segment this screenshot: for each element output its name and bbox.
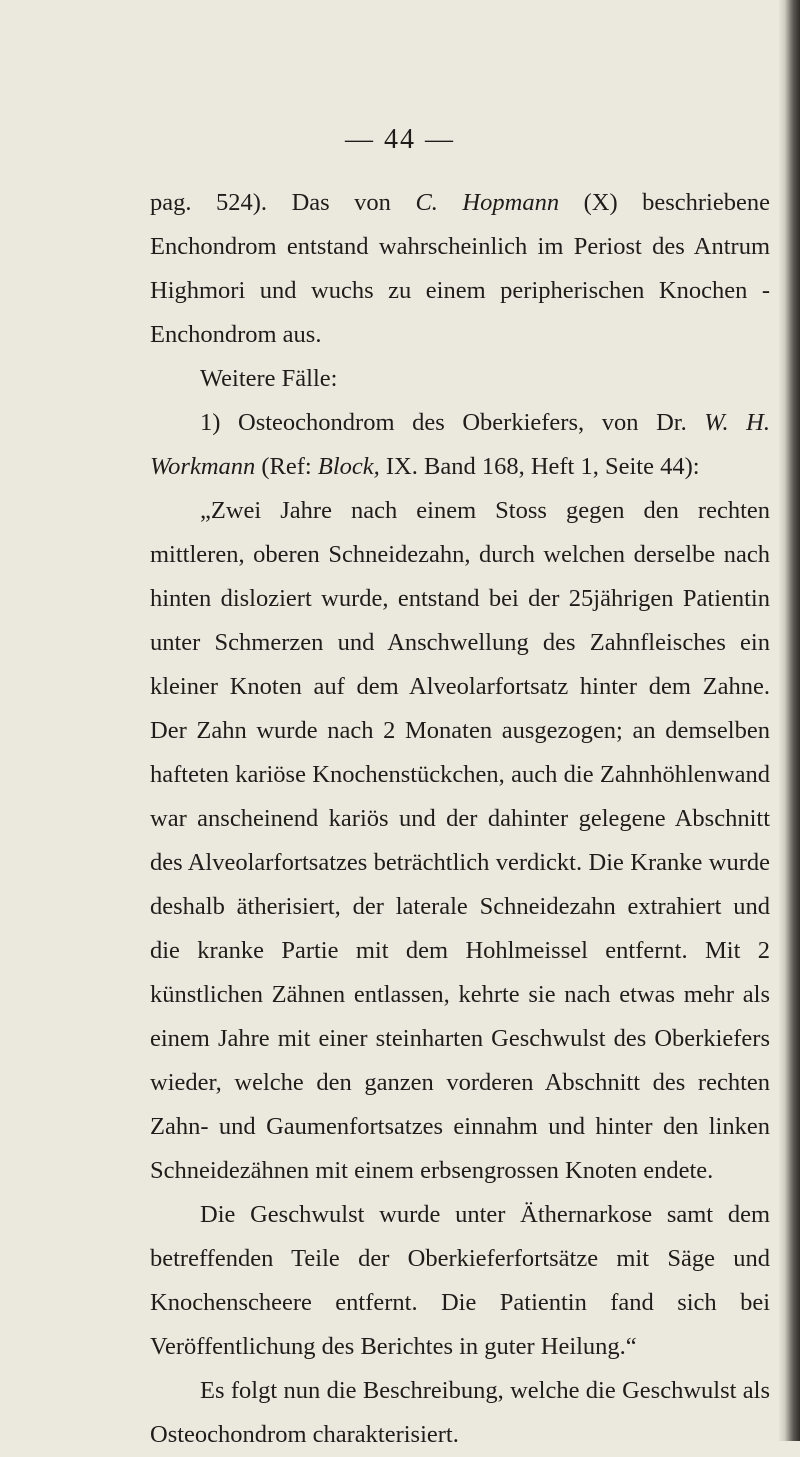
- paragraph-3: [150, 401, 770, 489]
- text-run: 1) Osteochondrom des Oberkiefers, von Dr.: [200, 409, 705, 436]
- text-run: pag. 524). Das von: [150, 189, 416, 216]
- quotation-end: Die Geschwulst wurde unter Äthernarkose samt dem betreffenden Teile der Oberkieferfortsätze mit Säge und Knochenscheere entfernt. Die Patientin fand sich bei Veröffentlichung des Berichtes in guter Heilung.“: [150, 1201, 770, 1360]
- author-name: C. Hopmann: [415, 189, 560, 216]
- page-number: — 44 —: [345, 124, 455, 155]
- section-heading: Weitere Fälle:: [200, 365, 338, 392]
- body-text: [150, 181, 770, 1457]
- paragraph-2: [150, 357, 770, 401]
- text-run: (Ref:: [255, 453, 318, 480]
- text-run: (X) beschriebene Enchondrom entstand wahrscheinlich im Periost des Antrum Highmori und wuchs zu einem peripherischen Knochen - Enchondrom aus.: [150, 189, 770, 348]
- text-run: Es folgt nun die Beschreibung, welche die Geschwulst als Osteochondrom charakterisiert.: [150, 1377, 770, 1448]
- paragraph-1: [150, 181, 770, 357]
- text-run: IX. Band 168, Heft 1, Seite 44):: [379, 453, 700, 480]
- quotation: „Zwei Jahre nach einem Stoss gegen den rechten mittleren, oberen Schneidezahn, durch welchen derselbe nach hinten disloziert wurde, entstand bei der 25jährigen Patientin unter Schmerzen und Anschwellung des Zahnfleisches ein kleiner Knoten auf dem Alveolarfortsatz hinter dem Zahne. Der Zahn wurde nach 2 Monaten ausgezogen; an demselben hafteten kariöse Knochenstückchen, auch die Zahnhöhlenwand war anscheinend kariös und der dahinter gelegene Abschnitt des Alveolarfortsatzes beträchtlich verdickt. Die Kranke wurde deshalb ätherisiert, der laterale Schneidezahn extrahiert und die kranke Partie mit dem Hohlmeissel entfernt. Mit 2 künstlichen Zähnen entlassen, kehrte sie nach etwas mehr als einem Jahre mit einer steinharten Geschwulst des Oberkiefers wieder, welche den ganzen vorderen Abschnitt des rechten Zahn- und Gaumenfortsatzes einnahm und hinter den linken Schneidezähnen mit einem erbsengrossen Knoten endete.: [150, 497, 770, 1184]
- author-name: Block,: [317, 453, 380, 480]
- paragraph-6: [150, 1369, 770, 1457]
- book-spine-shadow: [778, 0, 800, 1441]
- paragraph-5: [150, 1193, 770, 1369]
- paragraph-4: [150, 489, 770, 1193]
- author-name: W. H. Workmann: [150, 409, 770, 480]
